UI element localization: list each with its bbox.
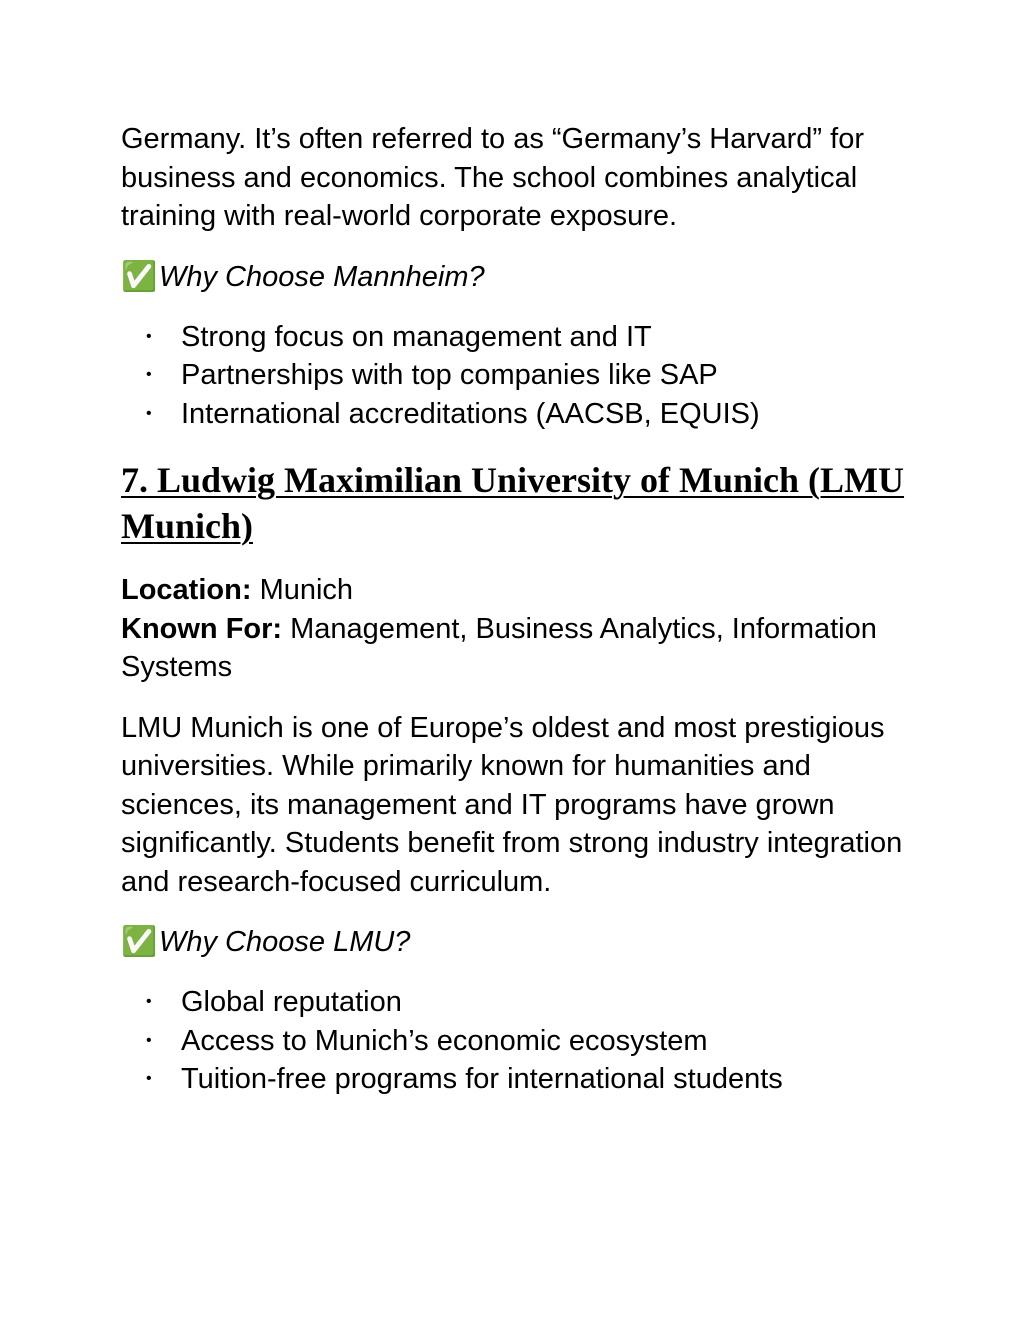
bullet-icon: •: [146, 366, 152, 383]
document-page: [121, 120, 911, 1119]
why-choose-lmu-heading: [121, 923, 911, 961]
list-item: [121, 318, 911, 357]
bullet-icon: •: [146, 993, 152, 1010]
why-choose-mannheim-text: Why Choose Mannheim?: [159, 260, 485, 293]
lmu-meta-info: [121, 571, 911, 687]
intro-paragraph: Germany. It’s often referred to as “Germany’s Harvard” for business and economics. The school combines analytical training with real-world corporate exposure.: [121, 123, 864, 232]
list-item-text: Tuition-free programs for international students: [181, 1063, 783, 1095]
mannheim-bullet-list: [121, 318, 911, 434]
bullet-icon: •: [146, 1031, 152, 1049]
lmu-section-heading: 7. Ludwig Maximilian University of Munich (LMU Munich): [121, 460, 905, 546]
why-choose-lmu-text: Why Choose LMU?: [159, 926, 411, 958]
list-item: [121, 1060, 911, 1099]
list-item-text: International accreditations (AACSB, EQUIS): [181, 397, 760, 430]
lmu-description: LMU Munich is one of Europe’s oldest and most prestigious universities. While primarily known for humanities and sciences, its management and IT programs have grown significantly. Students benefit from strong industry integration and research-focused curriculum.: [121, 711, 903, 898]
why-choose-mannheim-heading: [121, 258, 911, 296]
location-value: Munich: [259, 574, 354, 606]
check-mark-icon: ✅: [121, 260, 158, 293]
known-for-value: Management, Business Analytics, Information Systems: [121, 612, 877, 683]
list-item: [121, 395, 911, 434]
check-mark-icon: ✅: [121, 926, 158, 958]
list-item-text: Partnerships with top companies like SAP: [181, 359, 718, 391]
list-item-text: Access to Munich’s economic ecosystem: [181, 1024, 708, 1057]
list-item: [121, 356, 911, 395]
list-item-text: Strong focus on management and IT: [181, 320, 652, 353]
list-item: [121, 1022, 911, 1061]
list-item-text: Global reputation: [181, 986, 402, 1018]
bullet-icon: •: [146, 327, 152, 345]
lmu-bullet-list: [121, 983, 911, 1099]
location-label: Location:: [121, 574, 252, 606]
list-item: [121, 983, 911, 1022]
bullet-icon: •: [146, 1070, 152, 1087]
bullet-icon: •: [146, 404, 152, 422]
known-for-label: Known For:: [121, 612, 283, 645]
